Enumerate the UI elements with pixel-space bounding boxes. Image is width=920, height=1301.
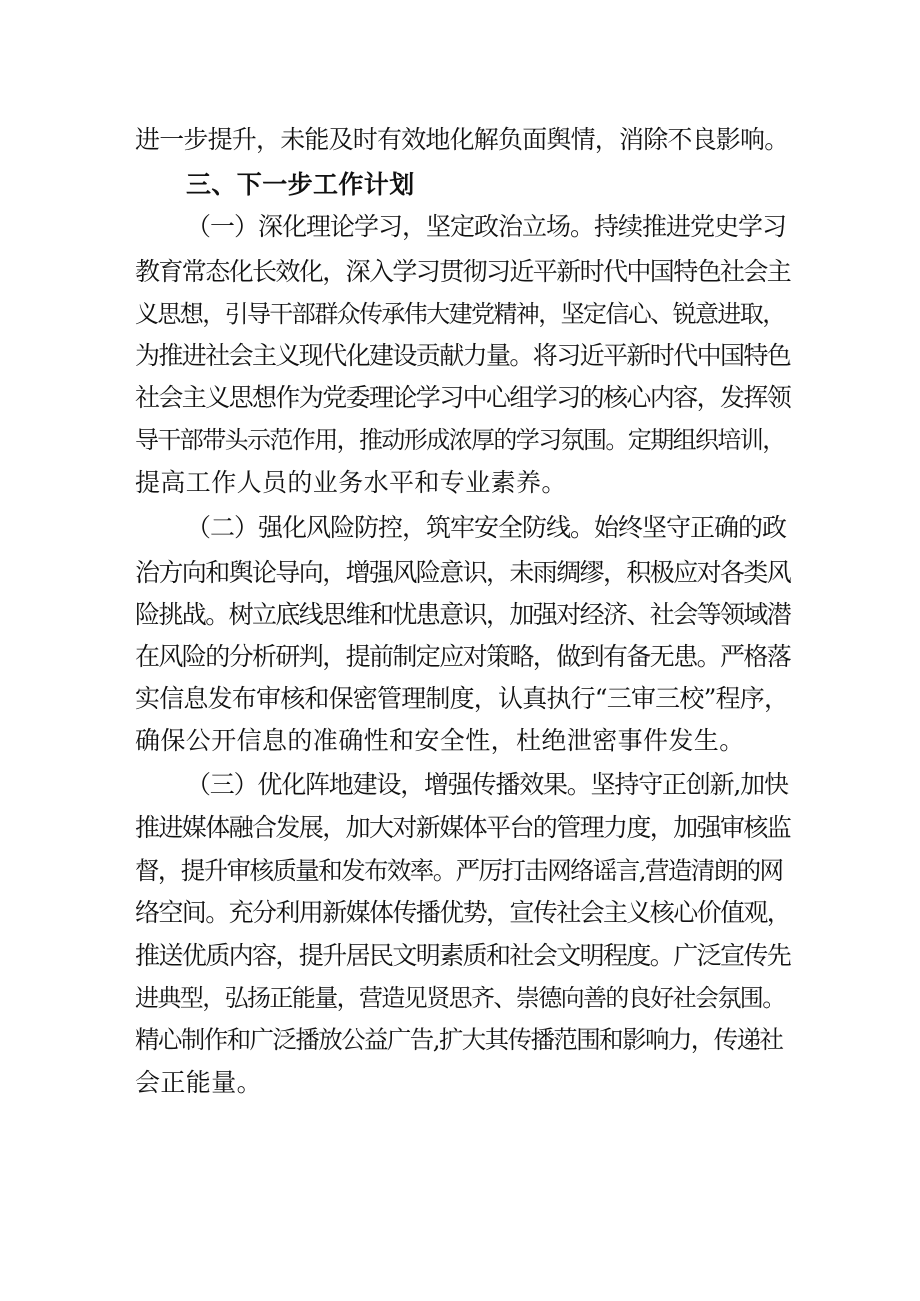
- paragraph-line: 提高工作人员的业务水平和专业素养。: [135, 468, 567, 497]
- paragraph-line: 络空间。充分利用新媒体传播优势，宣传社会主义核心价值观，: [135, 898, 791, 927]
- paragraph-line: （一）深化理论学习，坚定政治立场。持续推进党史学习: [186, 212, 787, 241]
- paragraph-line: 险挑战。树立底线思维和忧患意识，加强对经济、社会等领域潜: [135, 600, 791, 629]
- section-heading: 三、下一步工作计划: [186, 170, 415, 199]
- paragraph-line: 推进媒体融合发展，加大对新媒体平台的管理力度，加强审核监: [135, 813, 791, 842]
- paragraph-line: 社会主义思想作为党委理论学习中心组学习的核心内容，发挥领: [135, 383, 791, 412]
- paragraph-line: 会正能量。: [135, 1068, 263, 1097]
- paragraph-line: 督，提升审核质量和发布效率。严厉打击网络谣言,营造清朗的网: [135, 856, 783, 885]
- paragraph-line: 导干部带头示范作用，推动形成浓厚的学习氛围。定期组织培训，: [135, 426, 785, 454]
- paragraph-line: 实信息发布审核和保密管理制度，认真执行“三审三校”程序，: [135, 684, 789, 713]
- paragraph-line: （二）强化风险防控，筑牢安全防线。始终坚守正确的政: [186, 513, 787, 542]
- intro-tail-line: 进一步提升，未能及时有效地化解负面舆情，消除不良影响。: [135, 125, 789, 154]
- paragraph-line: 进典型，弘扬正能量，营造见贤思齐、崇德向善的良好社会氛围。: [135, 984, 785, 1012]
- paragraph-line: 教育常态化长效化，深入学习贯彻习近平新时代中国特色社会主: [135, 257, 791, 286]
- paragraph-line: 义思想，引导干部群众传承伟大建党精神，坚定信心、锐意进取，: [135, 300, 785, 328]
- paragraph-line: 治方向和舆论导向，增强风险意识，未雨绸缪，积极应对各类风: [135, 558, 791, 587]
- paragraph-line: 精心制作和广泛播放公益广告,扩大其传播范围和影响力，传递社: [135, 1025, 783, 1054]
- paragraph-line: 为推进社会主义现代化建设贡献力量。将习近平新时代中国特色: [135, 341, 791, 370]
- paragraph-line: （三）优化阵地建设，增强传播效果。坚持守正创新,加快: [186, 770, 788, 799]
- paragraph-line: 在风险的分析研判，提前制定应对策略，做到有备无患。严格落: [135, 642, 791, 671]
- paragraph-line: 推送优质内容，提升居民文明素质和社会文明程度。广泛宣传先: [135, 941, 791, 970]
- paragraph-line: 确保公开信息的准确性和安全性，杜绝泄密事件发生。: [135, 726, 745, 755]
